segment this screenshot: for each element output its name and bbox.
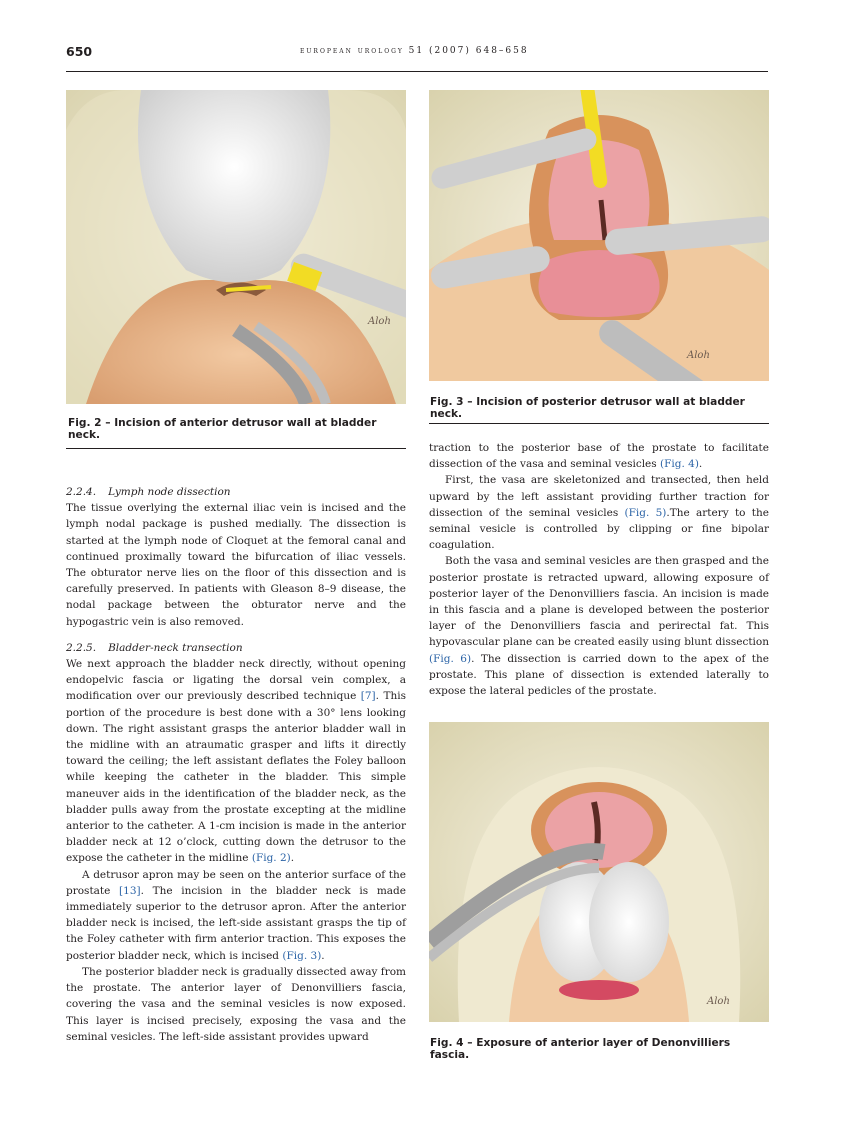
section-2-2-5-paragraph-3: The posterior bladder neck is gradually dissected away from the prostate. The anterior layer of Denonvilliers fascia, covering the vasa and the seminal vesicles is now exposed. This layer is incised precisely, exposing the vasa and the seminal vesicles. The left-side assistant provides upward xyxy=(66,965,406,1043)
section-2-2-5-heading: 2.2.5. Bladder-neck transection xyxy=(66,641,243,654)
figure-3-caption: Fig. 3 – Incision of posterior detrusor wall at bladder neck. xyxy=(430,396,745,420)
figure-4-illustration xyxy=(429,722,769,1022)
figure-3-link[interactable]: (Fig. 3) xyxy=(282,949,322,962)
figure-2-signature: Aloh xyxy=(368,316,391,327)
figure-5-link[interactable]: (Fig. 5) xyxy=(624,506,667,519)
figure-2-caption: Fig. 2 – Incision of anterior detrusor wall at bladder neck. xyxy=(68,417,377,441)
figure-3-signature: Aloh xyxy=(687,350,710,361)
figure-4-link[interactable]: (Fig. 4) xyxy=(660,458,699,471)
section-2-2-5-paragraph-2: A detrusor apron may be seen on the anterior surface of the prostate [13]. The incision in the bladder neck is made immediately superior to the detrusor apron. After the anterior bladder neck is incised, the left-side assistant grasps the tip of the Foley catheter with firm anterior traction. This exposes the posterior bladder neck, which is incised (Fig. 3). xyxy=(66,868,406,962)
header-rule xyxy=(66,71,768,72)
page-number: 650 xyxy=(66,44,93,59)
figure-2-link[interactable]: (Fig. 2) xyxy=(251,852,291,865)
right-column-text xyxy=(429,440,769,699)
figure-2-rule xyxy=(66,448,406,449)
figure-2-illustration xyxy=(66,90,406,404)
section-2-2-4-heading: 2.2.4. Lymph node dissection xyxy=(66,486,231,498)
right-paragraph-2: First, the vasa are skeletonized and transected, then held upward by the left assistant providing further traction for dissection of the seminal vesicles (Fig. 5).The artery to the seminal vesicle is controlled by clipping or fine bipolar coagulation. xyxy=(429,474,769,552)
running-head: european urology 51 (2007) 648–658 xyxy=(300,46,529,56)
left-column-text xyxy=(66,474,406,1045)
figure-3-illustration xyxy=(429,90,769,381)
section-2-2-5-paragraph-1: We next approach the bladder neck directly, without opening endopelvic fascia or ligating the dorsal vein complex, a modification over our previously described technique [7]. This portion of the procedure is best done with a 30° lens looking down. The right assistant grasps the anterior bladder wall in the midline with an atraumatic grasper and lifts it directly toward the ceiling; the left assistant deflates the Foley balloon while keeping the catheter in the bladder. This simple maneuver aids in the identification of the bladder neck, as the bladder pulls away from the prostate excepting at the midline anterior to the catheter. A 1-cm incision is made in the anterior bladder neck at 12 o’clock, cutting down the detrusor to the expose the catheter in the midline (Fig. 2). xyxy=(66,658,406,865)
section-2-2-4-paragraph: The tissue overlying the external iliac vein is incised and the lymph nodal package is pushed medially. The dissection is started at the lymph node of Cloquet at the femoral canal and continued proximally toward the bifurcation of iliac vessels. The obturator nerve lies on the floor of this dissection and is carefully preserved. In patients with Gleason 8–9 disease, the nodal package between the obturator nerve and the hypogastric vein is also removed. xyxy=(66,502,406,628)
figure-6-link[interactable]: (Fig. 6) xyxy=(429,652,472,665)
figure-3-rule xyxy=(429,423,769,424)
figure-4-caption: Fig. 4 – Exposure of anterior layer of Denonvilliers fascia. xyxy=(430,1037,731,1061)
right-paragraph-3: Both the vasa and seminal vesicles are then grasped and the posterior prostate is retracted upward, allowing exposure of posterior layer of the Denonvilliers fascia. An incision is made in this fascia and a plane is developed between the posterior layer of the Denonvilliers fascia and perirectal fat. This hypovascular plane can be created easily using blunt dissection (Fig. 6). The dissection is carried down to the apex of the prostate. This plane of dissection is extended laterally to expose the lateral pedicles of the prostate. xyxy=(429,555,770,698)
right-paragraph-1: traction to the posterior base of the prostate to facilitate dissection of the vasa and seminal vesicles (Fig. 4). xyxy=(429,442,769,471)
citation-link[interactable]: [7] xyxy=(360,690,376,703)
citation-link[interactable]: [13] xyxy=(119,884,141,897)
figure-4-signature: Aloh xyxy=(707,996,730,1007)
